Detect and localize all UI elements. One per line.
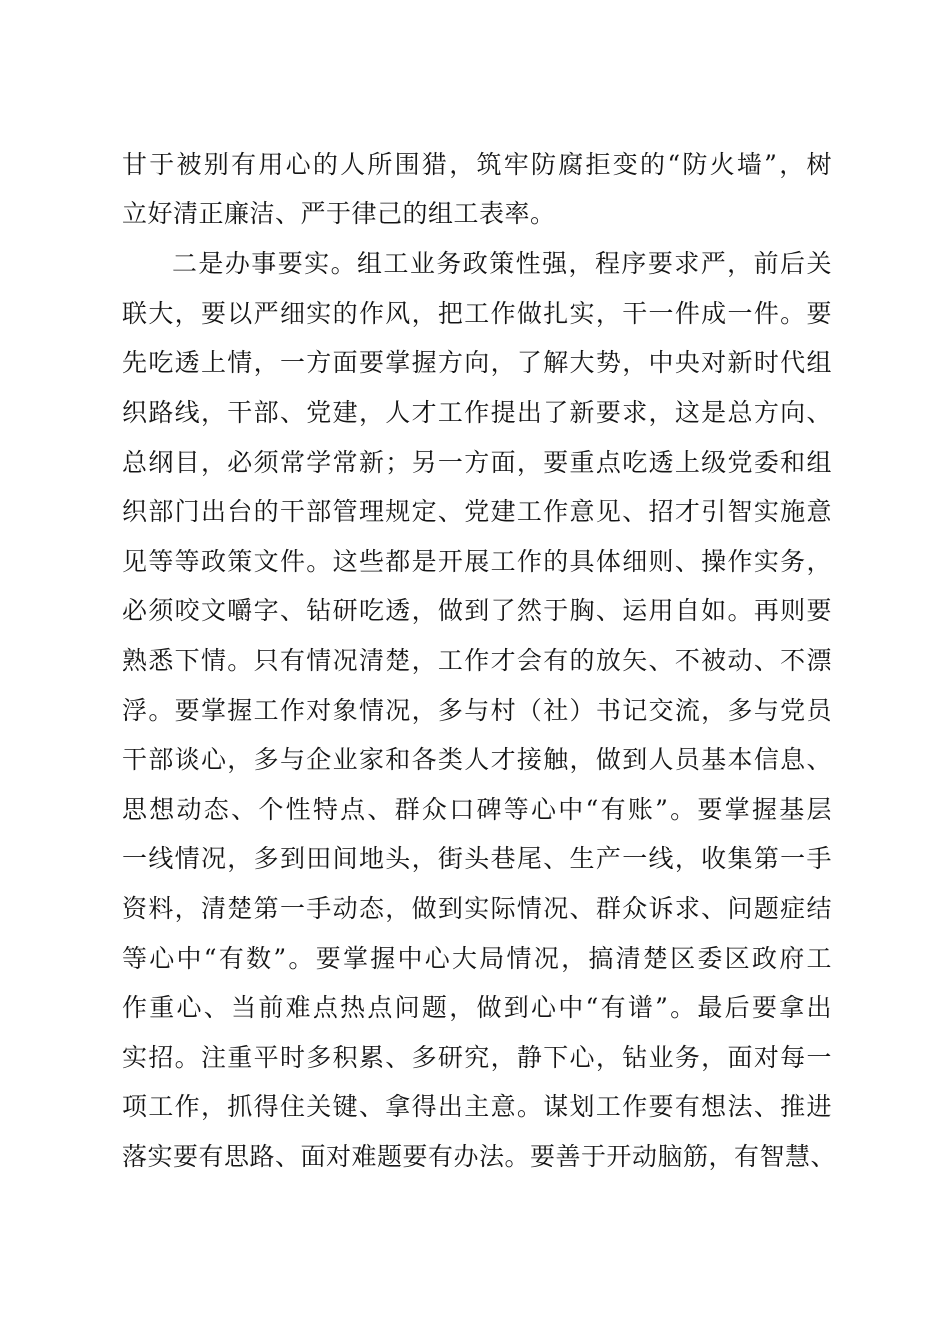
text-line: 作重心、当前难点热点问题，做到心中“有谱”。最后要拿出 [122, 993, 832, 1022]
text-line: 见等等政策文件。这些都是开展工作的具体细则、操作实务， [122, 547, 832, 576]
text-line: 联大，要以严细实的作风，把工作做扎实，干一件成一件。要 [122, 299, 832, 328]
text-line: 干部谈心，多与企业家和各类人才接触，做到人员基本信息、 [122, 745, 832, 774]
text-line: 织部门出台的干部管理规定、党建工作意见、招才引智实施意 [122, 497, 832, 526]
text-line: 项工作，抓得住关键、拿得出主意。谋划工作要有想法、推进 [122, 1092, 832, 1121]
text-line: 先吃透上情，一方面要掌握方向，了解大势，中央对新时代组 [122, 348, 832, 377]
text-line: 二是办事要实。组工业务政策性强，程序要求严，前后关 [172, 249, 832, 278]
text-line: 实招。注重平时多积累、多研究，静下心，钻业务，面对每一 [122, 1043, 832, 1072]
text-line: 织路线，干部、党建，人才工作提出了新要求，这是总方向、 [122, 398, 832, 427]
text-line: 资料，清楚第一手动态，做到实际情况、群众诉求、问题症结 [122, 894, 832, 923]
text-line: 立好清正廉洁、严于律己的组工表率。 [122, 199, 556, 228]
text-line: 思想动态、个性特点、群众口碑等心中“有账”。要掌握基层 [122, 795, 832, 824]
text-line: 浮。要掌握工作对象情况，多与村（社）书记交流，多与党员 [122, 696, 832, 725]
text-line: 熟悉下情。只有情况清楚，工作才会有的放矢、不被动、不漂 [122, 646, 832, 675]
text-line: 总纲目，必须常学常新；另一方面，要重点吃透上级党委和组 [122, 448, 832, 477]
text-line: 落实要有思路、面对难题要有办法。要善于开动脑筋，有智慧、 [122, 1142, 837, 1171]
text-line: 甘于被别有用心的人所围猎，筑牢防腐拒变的“防火墙”，树 [122, 150, 832, 179]
text-line: 一线情况，多到田间地头，街头巷尾、生产一线，收集第一手 [122, 844, 832, 873]
text-line: 等心中“有数”。要掌握中心大局情况，搞清楚区委区政府工 [122, 944, 832, 973]
text-line: 必须咬文嚼字、钻研吃透，做到了然于胸、运用自如。再则要 [122, 596, 832, 625]
